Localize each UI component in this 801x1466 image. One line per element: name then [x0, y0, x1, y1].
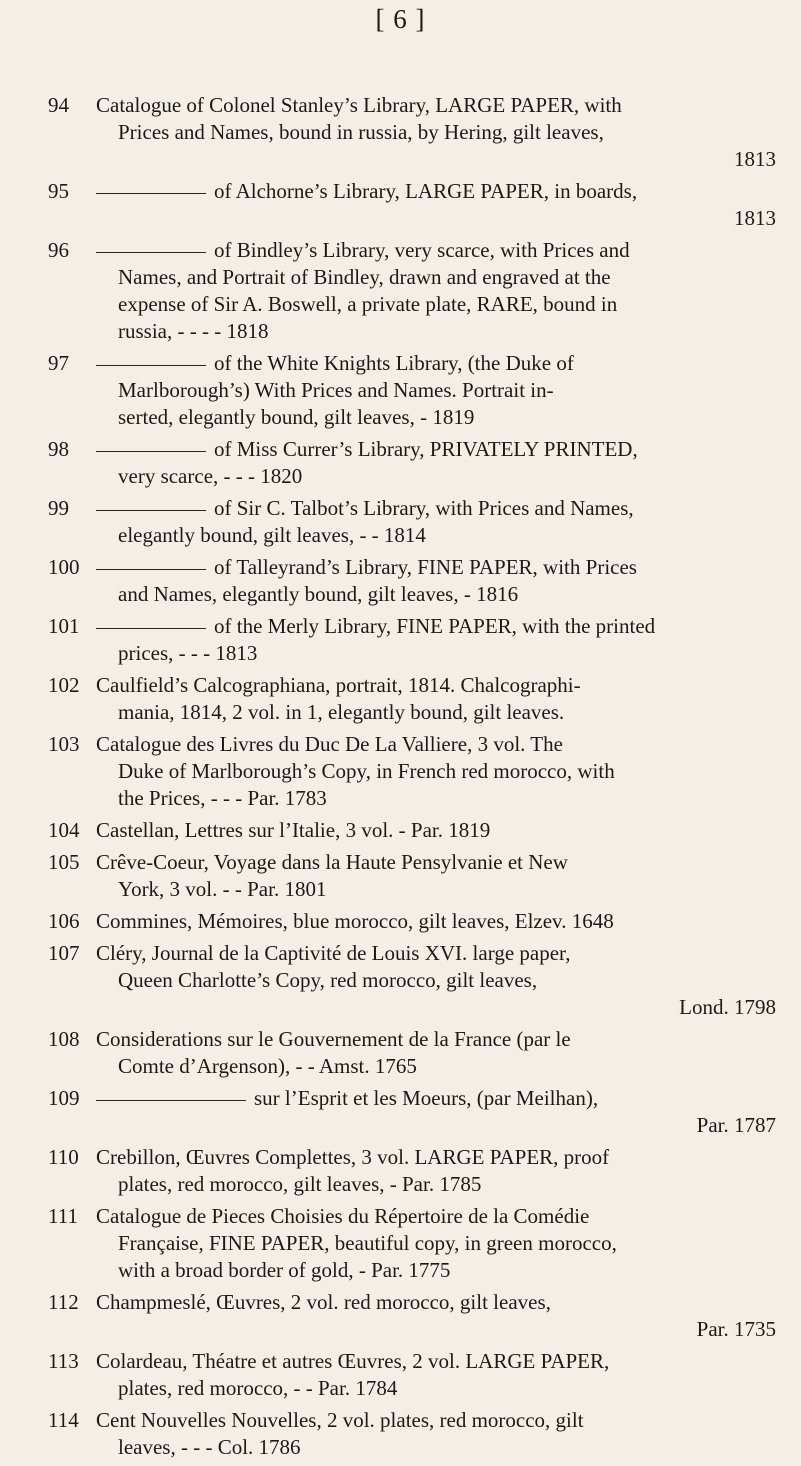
entry-line: the Prices, - - - Par. 1783 [118, 786, 327, 810]
entry-number: 106 [48, 909, 80, 933]
entry-number: 108 [48, 1027, 80, 1051]
entry-line: of the White Knights Library, (the Duke of [214, 351, 574, 375]
entry-number: 111 [48, 1204, 78, 1228]
entry-line: Catalogue des Livres du Duc De La Valliere, 3 vol. The [96, 732, 563, 756]
ditto-rule [96, 365, 206, 366]
entry-line: Catalogue de Pieces Choisies du Répertoire de la Comédie [96, 1204, 590, 1228]
entry-line: Comte d’Argenson), - - Amst. 1765 [118, 1054, 417, 1078]
entry-line: Par. 1735 [696, 1317, 776, 1341]
entry-line: with a broad border of gold, - Par. 1775 [118, 1258, 451, 1282]
entry-line: mania, 1814, 2 vol. in 1, elegantly bound, gilt leaves. [118, 700, 565, 724]
entry-line: Champmeslé, Œuvres, 2 vol. red morocco, gilt leaves, [96, 1290, 551, 1314]
entry-line: of Sir C. Talbot’s Library, with Prices and Names, [214, 496, 634, 520]
ditto-rule [96, 451, 206, 452]
entry-line: Cléry, Journal de la Captivité de Louis XVI. large paper, [96, 941, 571, 965]
entry-number: 112 [48, 1290, 79, 1314]
entry-line: very scarce, - - - 1820 [118, 464, 303, 488]
catalogue-entry [48, 237, 776, 345]
entry-line: Caulfield’s Calcographiana, portrait, 1814. Chalcographi- [96, 673, 581, 697]
entry-line: Catalogue of Colonel Stanley’s Library, LARGE PAPER, with [96, 93, 622, 117]
entry-number: 107 [48, 941, 80, 965]
entry-line: Prices and Names, bound in russia, by Hering, gilt leaves, [118, 120, 604, 144]
catalogue-entry [48, 554, 776, 608]
entry-line: Colardeau, Théatre et autres Œuvres, 2 vol. LARGE PAPER, [96, 1349, 610, 1373]
entry-line: Marlborough’s) With Prices and Names. Portrait in- [118, 378, 554, 402]
entry-line: Commines, Mémoires, blue morocco, gilt leaves, Elzev. 1648 [96, 909, 614, 933]
ditto-rule [96, 1100, 246, 1101]
entry-number: 99 [48, 496, 69, 520]
entry-number: 113 [48, 1349, 79, 1373]
catalogue-entry [48, 908, 776, 935]
entry-number: 101 [48, 614, 80, 638]
entry-number: 94 [48, 93, 69, 117]
entry-number: 97 [48, 351, 69, 375]
catalogue-entry [48, 495, 776, 549]
entry-number: 105 [48, 850, 80, 874]
entry-number: 98 [48, 437, 69, 461]
entry-number: 102 [48, 673, 80, 697]
entry-number: 114 [48, 1408, 79, 1432]
catalogue-entry [48, 672, 776, 726]
catalogue-entry [48, 1407, 776, 1461]
ditto-rule [96, 193, 206, 194]
entry-line: of Talleyrand’s Library, FINE PAPER, with Prices [214, 555, 637, 579]
catalogue-entry [48, 1085, 776, 1139]
entry-line: 1813 [734, 147, 776, 171]
catalogue-entry [48, 1203, 776, 1284]
catalogue-entry [48, 940, 776, 1021]
entry-line: russia, - - - - 1818 [118, 319, 269, 343]
catalogue-entry [48, 1144, 776, 1198]
entry-line: Crêve-Coeur, Voyage dans la Haute Pensylvanie et New [96, 850, 568, 874]
ditto-rule [96, 628, 206, 629]
ditto-rule [96, 569, 206, 570]
entry-number: 104 [48, 818, 80, 842]
entry-line: Lond. 1798 [679, 995, 776, 1019]
entry-line: of Miss Currer’s Library, PRIVATELY PRINTED, [214, 437, 638, 461]
ditto-rule [96, 510, 206, 511]
entry-line: Crebillon, Œuvres Complettes, 3 vol. LARGE PAPER, proof [96, 1145, 610, 1169]
entry-line: Par. 1787 [696, 1113, 776, 1137]
entry-line: plates, red morocco, - - Par. 1784 [118, 1376, 398, 1400]
entry-line: York, 3 vol. - - Par. 1801 [118, 877, 327, 901]
entry-line: leaves, - - - Col. 1786 [118, 1435, 301, 1459]
entry-number: 96 [48, 238, 69, 262]
entry-line: of Bindley’s Library, very scarce, with Prices and [214, 238, 630, 262]
entry-line: of Alchorne’s Library, LARGE PAPER, in boards, [214, 179, 638, 203]
catalogue-entry [48, 613, 776, 667]
ditto-rule [96, 252, 206, 253]
catalogue-entry [48, 350, 776, 431]
catalogue-entry [48, 1348, 776, 1402]
entry-line: Considerations sur le Gouvernement de la France (par le [96, 1027, 571, 1051]
entry-line: expense of Sir A. Boswell, a private plate, RARE, bound in [118, 292, 618, 316]
entry-line: Française, FINE PAPER, beautiful copy, in green morocco, [118, 1231, 617, 1255]
entry-number: 110 [48, 1145, 79, 1169]
entry-line: Queen Charlotte’s Copy, red morocco, gilt leaves, [118, 968, 538, 992]
entry-line: Castellan, Lettres sur l’Italie, 3 vol. - Par. 1819 [96, 818, 491, 842]
entry-line: 1813 [734, 206, 776, 230]
catalogue-entries [48, 92, 776, 1466]
entry-number: 109 [48, 1086, 80, 1110]
entry-number: 95 [48, 179, 69, 203]
entry-line: plates, red morocco, gilt leaves, - Par. 1785 [118, 1172, 482, 1196]
entry-line: elegantly bound, gilt leaves, - - 1814 [118, 523, 426, 547]
catalogue-entry [48, 849, 776, 903]
entry-number: 103 [48, 732, 80, 756]
page-number: [ 6 ] [375, 4, 426, 34]
entry-line: serted, elegantly bound, gilt leaves, - 1819 [118, 405, 475, 429]
entry-line: of the Merly Library, FINE PAPER, with the printed [214, 614, 656, 638]
catalogue-entry [48, 436, 776, 490]
catalogue-entry [48, 817, 776, 844]
entry-number: 100 [48, 555, 80, 579]
entry-line: prices, - - - 1813 [118, 641, 258, 665]
catalogue-entry [48, 178, 776, 232]
catalogue-entry [48, 92, 776, 173]
entry-line: and Names, elegantly bound, gilt leaves, - 1816 [118, 582, 519, 606]
entry-line: Names, and Portrait of Bindley, drawn and engraved at the [118, 265, 611, 289]
entry-line: Duke of Marlborough’s Copy, in French red morocco, with [118, 759, 615, 783]
entry-line: sur l’Esprit et les Moeurs, (par Meilhan), [254, 1086, 599, 1110]
catalogue-entry [48, 1026, 776, 1080]
entry-line: Cent Nouvelles Nouvelles, 2 vol. plates, red morocco, gilt [96, 1408, 584, 1432]
catalogue-entry [48, 1289, 776, 1343]
catalogue-entry [48, 731, 776, 812]
